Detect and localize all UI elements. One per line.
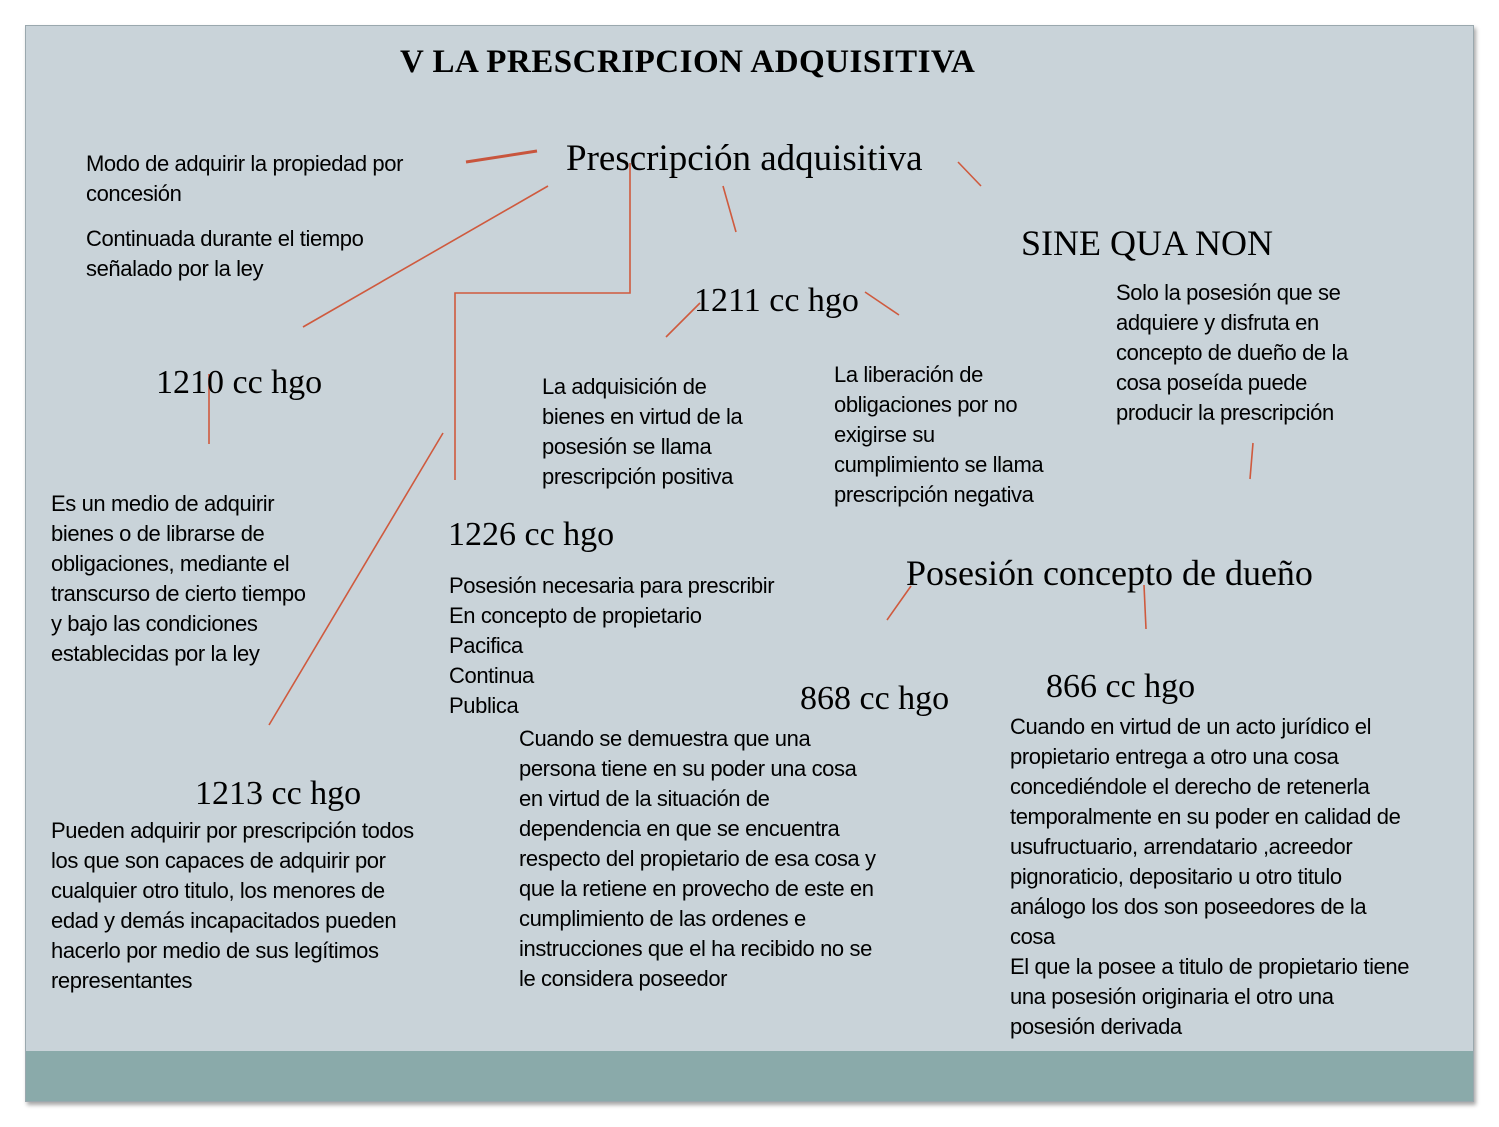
connector-main-definition — [466, 151, 537, 162]
main-concept-heading: Prescripción adquisitiva — [566, 138, 923, 179]
art-1226-heading: 1226 cc hgo — [448, 516, 615, 553]
art-1213-heading: 1213 cc hgo — [195, 775, 362, 812]
art-866-text: Cuando en virtud de un acto jurídico el propietario entrega a otro una cosa concediéndole el derecho de retenerla temporalmente en su poder en calidad de usufructuario, arrendatario ,acreedor pignoraticio, depositario u otro titulo análogo los dos son poseedores de la cosa El que la posee a titulo de propietario tiene una posesión originaria el otro una posesión derivada — [1010, 714, 1410, 1039]
connector-sine-qua-non-posesion — [1250, 443, 1253, 479]
art-1210-text: Es un medio de adquirir bienes o de librarse de obligaciones, mediante el transcurso de cierto tiempo y bajo las condiciones establecidas por la ley — [51, 491, 306, 666]
definition-text-1: Modo de adquirir la propiedad por concesión — [86, 151, 404, 206]
slide-title: V LA PRESCRIPCION ADQUISITIVA — [400, 44, 976, 80]
art-868-heading: 868 cc hgo — [800, 680, 950, 717]
art-1210-heading: 1210 cc hgo — [156, 364, 323, 401]
art-1226-text: Posesión necesaria para prescribir En concepto de propietario Pacifica Continua Publica — [449, 573, 775, 718]
connector-main-1211 — [723, 186, 736, 232]
art-1213-text: Pueden adquirir por prescripción todos los que son capaces de adquirir por cualquier otro titulo, los menores de edad y demás incapacitados pueden hacerlo por medio de sus legítimos representantes — [51, 818, 414, 993]
art-1211-negative-text: La liberación de obligaciones por no exigirse su cumplimiento se llama prescripción negativa — [834, 362, 1044, 507]
sine-qua-non-text: Solo la posesión que se adquiere y disfruta en concepto de dueño de la cosa poseída puede producir la prescripción — [1116, 280, 1348, 425]
posesion-heading: Posesión concepto de dueño — [906, 553, 1313, 593]
definition-text-2: Continuada durante el tiempo señalado por la ley — [86, 226, 364, 281]
art-1211-heading: 1211 cc hgo — [694, 282, 859, 319]
art-1211-positive-text: La adquisición de bienes en virtud de la posesión se llama prescripción positiva — [542, 374, 743, 489]
art-868-text: Cuando se demuestra que una persona tiene en su poder una cosa en virtud de la situación de dependencia en que se encuentra respecto del propietario de esa cosa y que la retiene en provecho de este en cumplimiento de las ordenes e instrucciones que el ha recibido no se le considera poseedor — [519, 726, 876, 991]
art-866-heading: 866 cc hgo — [1046, 668, 1196, 705]
connector-1211-negative — [865, 292, 899, 315]
sine-qua-non-heading: SINE QUA NON — [1021, 223, 1273, 263]
connector-main-sine-qua-non — [958, 162, 981, 186]
